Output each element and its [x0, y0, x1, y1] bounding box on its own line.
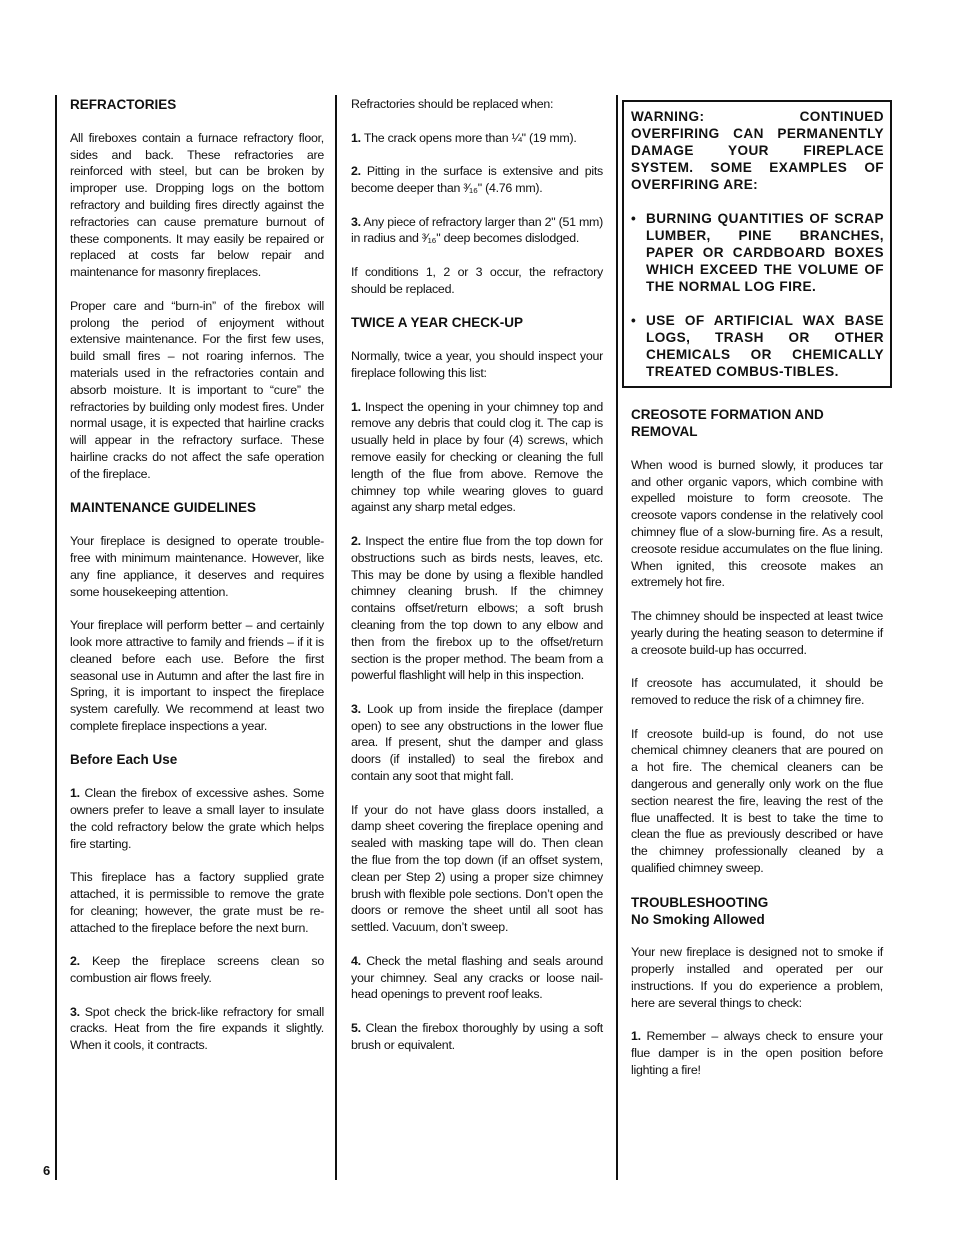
paragraph-creosote-removal: If creosote has accumulated, it should be removed to reduce the risk of a chimney fire. [631, 676, 883, 707]
list-text: The crack opens more than ¼" (19 mm). [363, 130, 577, 145]
paragraph-inspections: Your fireplace will perform better – and certainly look more attractive to family and friends – if it is cleaned before each use. Before the first seasonal use in Autumn and after the last fire in Spring, it is important to inspect the fireplace system carefully. We recommend at least two complete fireplace inspections a year. [70, 618, 324, 733]
warning-text: WARNING: CONTINUED OVERFIRING CAN PERMANENTLY DAMAGE YOUR FIREPLACE SYSTEM. SOME EXAMPLES OF OVERFIRING ARE: [631, 109, 884, 192]
heading-troubleshooting: TROUBLESHOOTING [631, 894, 769, 910]
list-item-before-3 [70, 1004, 324, 1054]
list-text: Look up from inside the fireplace (damper open) to see any obstructions in the lower flue area. If present, shut the damper and glass doors (if installed) to seal the firebox and contain any soot that might fall. [351, 701, 603, 784]
list-text: Clean the firebox of excessive ashes. Some owners prefer to leave a small layer to insulate the cold refractory below the grate which helps fire starting. [70, 786, 324, 851]
list-number: 1. [631, 1029, 641, 1044]
list-text: Remember – always check to ensure your flue damper is in the open position before lighting a fire! [631, 1029, 883, 1077]
heading-creosote: CREOSOTE FORMATION AND REMOVAL [631, 407, 824, 439]
heading-maintenance-guidelines: MAINTENANCE GUIDELINES [70, 500, 257, 516]
list-text: Inspect the opening in your chimney top and remove any debris that could clog it. The cap is usually held in place by four (4) screws, which remove easily for checking or cleaning the full length of the flue from above. Remove the chimney top while wearing gloves to guard against any sharp metal edges. [351, 399, 603, 515]
list-item-replace-2 [351, 163, 603, 197]
paragraph-troubleshooting-intro: Your new fireplace is designed not to smoke if properly installed and operated per our instructions. If you do experience a problem, here are several things to check: [631, 945, 883, 1010]
paragraph-if-conditions: If conditions 1, 2 or 3 occur, the refractory should be replaced. [351, 264, 603, 296]
list-number: 2. [70, 954, 80, 969]
column-divider-1 [335, 95, 337, 1180]
list-item-checkup-5 [351, 1020, 603, 1054]
list-text: Keep the fireplace screens clean so combustion air flows freely. [70, 954, 324, 986]
paragraph-refractories-intro: All fireboxes contain a furnace refractory floor, sides and back. These refractories are reinforced with steel, but can be broken by improper use. Dropping logs on the bottom refractory and building fires directly against the refractories can cause premature burnout of these components. It may easily be repaired or replaced at costs far below repair and maintenance for masonry fireplaces. [70, 130, 324, 280]
list-number: 1. [70, 786, 80, 801]
list-item-checkup-3 [351, 701, 603, 785]
bullet-icon: • [631, 313, 637, 328]
paragraph-glass-doors: If your do not have glass doors installed, a damp sheet covering the fireplace opening and sealed with masking tape will do. Then clean the flue from the top down (if an offset system, clean per Step 2) using a proper size chimney brush with flexible pole sections. Don’t open the doors or remove the sheet until all soot has settled. Vacuum, don’t sweep. [351, 802, 603, 935]
paragraph-maintenance-intro: Your fireplace is designed to operate trouble-free with minimum maintenance. However, like any fine appliance, it deserves and requires some housekeeping attention. [70, 534, 324, 599]
list-item-before-2 [70, 953, 324, 987]
warning-bullet-text: BURNING QUANTITIES OF SCRAP LUMBER, PINE BRANCHES, PAPER OR CARDBOARD BOXES WHICH EXCEED THE VOLUME OF THE NORMAL LOG FIRE. [646, 211, 884, 294]
list-item-trouble-1 [631, 1028, 883, 1078]
list-number: 1. [351, 399, 361, 414]
list-number: 3. [351, 701, 361, 716]
heading-no-smoking: No Smoking Allowed [631, 911, 765, 927]
paragraph-chemical-cleaners: If creosote build-up is found, do not use chemical chimney cleaners that are poured on a hot fire. The chemical cleaners can be dangerous and generally only work on the flue section nearest the fire, leaving the rest of the flue unaffected. It is best to take the time to clean the flue as previously described or have the chimney professionally cleaned by a qualified chimney sweep. [631, 726, 883, 875]
list-number: 5. [351, 1021, 361, 1036]
paragraph-checkup-intro: Normally, twice a year, you should inspect your fireplace following this list: [351, 349, 603, 380]
paragraph-grate: This fireplace has a factory supplied grate attached, it is permissible to remove the grate for cleaning; however, the grate must be re-attached to the fireplace before the next burn. [70, 870, 324, 935]
list-text: Spot check the brick-like refractory for small cracks. Heat from the fire expands it slightly. When it cools, it contracts. [70, 1004, 324, 1053]
column-1 [70, 96, 324, 1071]
list-number: 4. [351, 953, 361, 968]
heading-twice-a-year: TWICE A YEAR CHECK-UP [351, 315, 524, 331]
list-item-replace-1 [351, 130, 603, 147]
list-text: Pitting in the surface is extensive and pits become deeper than ³⁄₁₆" (4.76 mm). [351, 164, 603, 195]
list-text: Check the metal flashing and seals around your chimney. Seal any cracks or loose nail-head openings to prevent roof leaks. [351, 953, 603, 1002]
paragraph-chimney-inspection: The chimney should be inspected at least twice yearly during the heating season to determine if a creosote build-up has occurred. [631, 608, 883, 657]
list-item-checkup-4 [351, 953, 603, 1003]
list-text: Any piece of refractory larger than 2" (51 mm) in radius and ³⁄₁₆" deep becomes dislodged. [351, 214, 603, 246]
list-item-checkup-1 [351, 399, 603, 517]
list-number: 2. [351, 164, 361, 179]
list-number: 2. [351, 533, 361, 548]
bullet-icon: • [631, 211, 637, 226]
left-margin-rule [55, 95, 57, 1180]
warning-box [622, 100, 892, 388]
column-3 [622, 96, 892, 1095]
column-2 [351, 96, 603, 1070]
paragraph-burn-in: Proper care and “burn-in” of the firebox will prolong the period of enjoyment without extensive maintenance. For the first few uses, build small fires – not roaring infernos. The materials used in the refractories contain and absorb moisture. It is important to “cure” the refractories by building only modest fires. Under normal usage, it is expected that hairline cracks will appear in the refractory surface. These hairline cracks do not affect the safe operation of the fireplace. [70, 298, 324, 481]
list-item-checkup-2 [351, 533, 603, 684]
list-number: 3. [351, 214, 361, 229]
paragraph-replace-when: Refractories should be replaced when: [351, 97, 554, 111]
page-number: 6 [43, 1163, 51, 1178]
list-number: 1. [351, 130, 361, 145]
list-number: 3. [70, 1004, 80, 1019]
list-text: Clean the firebox thoroughly by using a soft brush or equivalent. [351, 1021, 603, 1052]
column-3-body [622, 406, 883, 1079]
list-item-before-1 [70, 785, 324, 852]
warning-bullet-2 [631, 312, 884, 380]
heading-before-each-use: Before Each Use [70, 752, 178, 768]
paragraph-creosote-formation: When wood is burned slowly, it produces tar and other organic vapors, which combine with expelled moisture to form creosote. The creosote vapors condense in the relatively cool chimney flue of a slow-burning fire. As a result, creosote residue accumulates on the flue lining. When ignited, this creosote makes an extremely hot fire. [631, 457, 883, 590]
warning-bullet-1 [631, 210, 884, 295]
heading-refractories: REFRACTORIES [70, 97, 177, 112]
list-text: Inspect the entire flue from the top down for obstructions such as birds nests, leaves, etc. This may be done by using a flexible handled chimney cleaning brush. If the chimney contains offset/return elbows; a soft brush cleaning from the top down to any elbow and then from the firebox up to the offset/return section is the proper method. The beam from a powerful flashlight will help in this inspection. [351, 533, 603, 683]
column-divider-2 [616, 95, 618, 1180]
list-item-replace-3 [351, 214, 603, 248]
warning-bullet-text: USE OF ARTIFICIAL WAX BASE LOGS, TRASH OR OTHER CHEMICALS OR CHEMICALLY TREATED COMBUS-TIBLES. [646, 313, 884, 379]
